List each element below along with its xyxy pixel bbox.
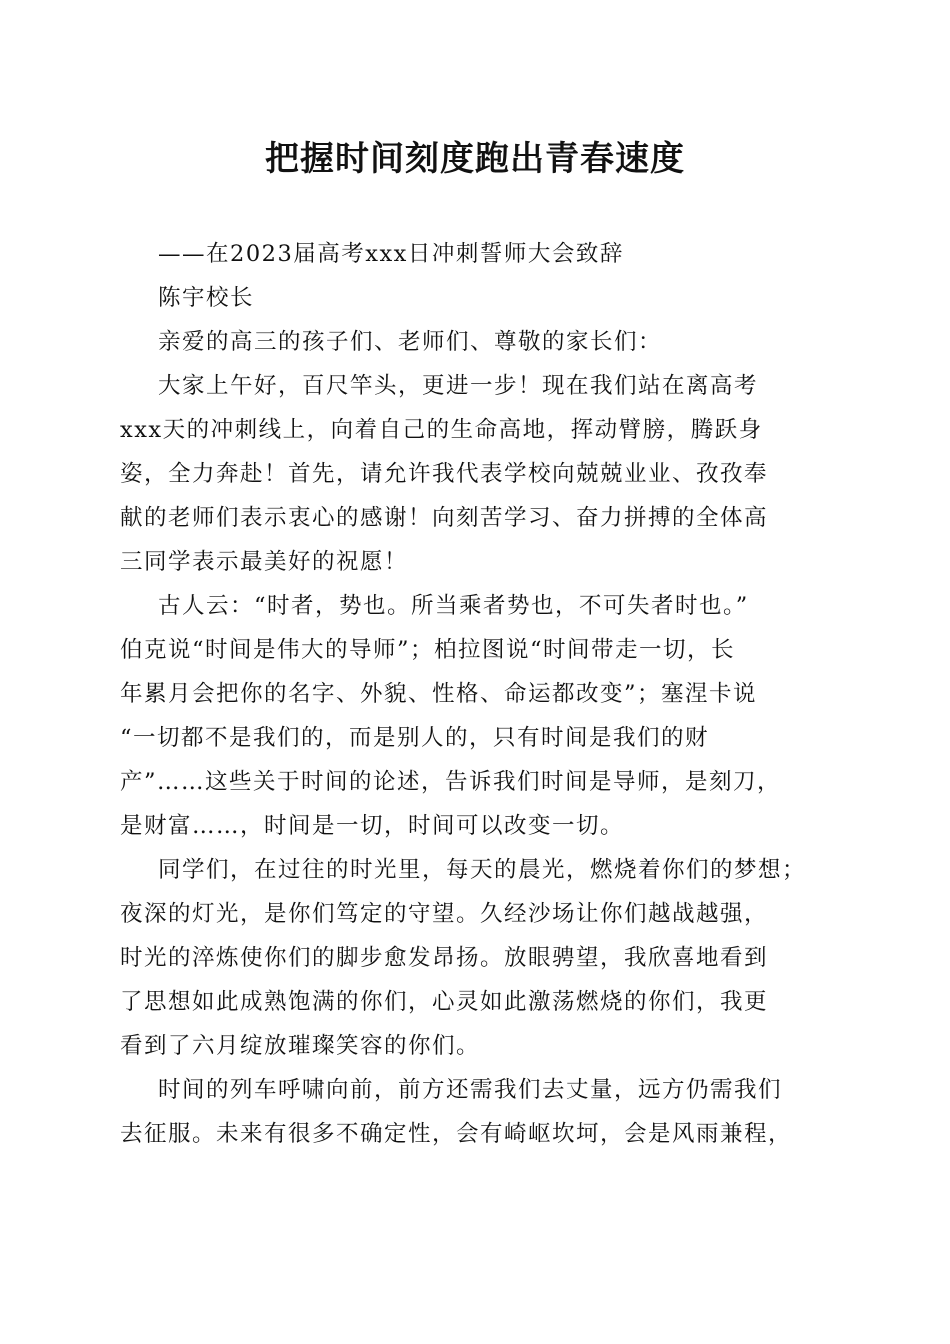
paragraph-2 <box>120 584 832 848</box>
paragraph-line: 姿，全力奔赴！首先，请允许我代表学校向兢兢业业、孜孜奉 <box>120 461 769 487</box>
paragraph-line: 大家上午好，百尺竿头，更进一步！现在我们站在离高考 <box>158 373 759 399</box>
document-body <box>120 232 832 1156</box>
paragraph-1 <box>120 364 832 584</box>
speech-subtitle: ——在2023届高考xxx日冲刺誓师大会致辞 <box>158 241 624 267</box>
paragraph-line: 献的老师们表示衷心的感谢！向刻苦学习、奋力拼搏的全体高 <box>120 505 769 531</box>
paragraph-4 <box>120 1068 832 1156</box>
paragraph-3 <box>120 848 832 1068</box>
paragraph-line: 看到了六月绽放璀璨笑容的你们。 <box>120 1033 481 1059</box>
paragraph-line: 年累月会把你的名字、外貌、性格、命运都改变”；塞涅卡说 <box>120 681 758 707</box>
paragraph-line: 时间的列车呼啸向前，前方还需我们去丈量，远方仍需我们 <box>158 1077 783 1103</box>
paragraph-line: “一切都不是我们的，而是别人的，只有时间是我们的财 <box>120 725 710 751</box>
speech-greeting: 亲爱的高三的孩子们、老师们、尊敬的家长们： <box>158 329 663 355</box>
paragraph-line: 夜深的灯光，是你们笃定的守望。久经沙场让你们越战越强， <box>120 901 769 927</box>
paragraph-line: 时光的淬炼使你们的脚步愈发昂扬。放眼骋望，我欣喜地看到 <box>120 945 769 971</box>
paragraph-line: 古人云：“时者，势也。所当乘者势也，不可失者时也。” <box>158 593 749 619</box>
paragraph-line: 产”……这些关于时间的论述，告诉我们时间是导师，是刻刀， <box>120 769 782 795</box>
speech-author: 陈宇校长 <box>158 285 255 311</box>
document-title: 把握时间刻度跑出青春速度 <box>265 139 685 179</box>
paragraph-line: xxx天的冲刺线上，向着自己的生命高地，挥动臂膀，腾跃身 <box>120 417 763 443</box>
paragraph-line: 同学们，在过往的时光里，每天的晨光，燃烧着你们的梦想； <box>158 857 807 883</box>
paragraph-line: 了思想如此成熟饱满的你们，心灵如此激荡燃烧的你们，我更 <box>120 989 769 1015</box>
paragraph-line: 是财富……，时间是一切，时间可以改变一切。 <box>120 813 625 839</box>
paragraph-line: 三同学表示最美好的祝愿！ <box>120 549 409 575</box>
paragraph-line: 去征服。未来有很多不确定性，会有崎岖坎坷，会是风雨兼程， <box>120 1121 793 1147</box>
paragraph-line: 伯克说“时间是伟大的导师”；柏拉图说“时间带走一切，长 <box>120 637 736 663</box>
